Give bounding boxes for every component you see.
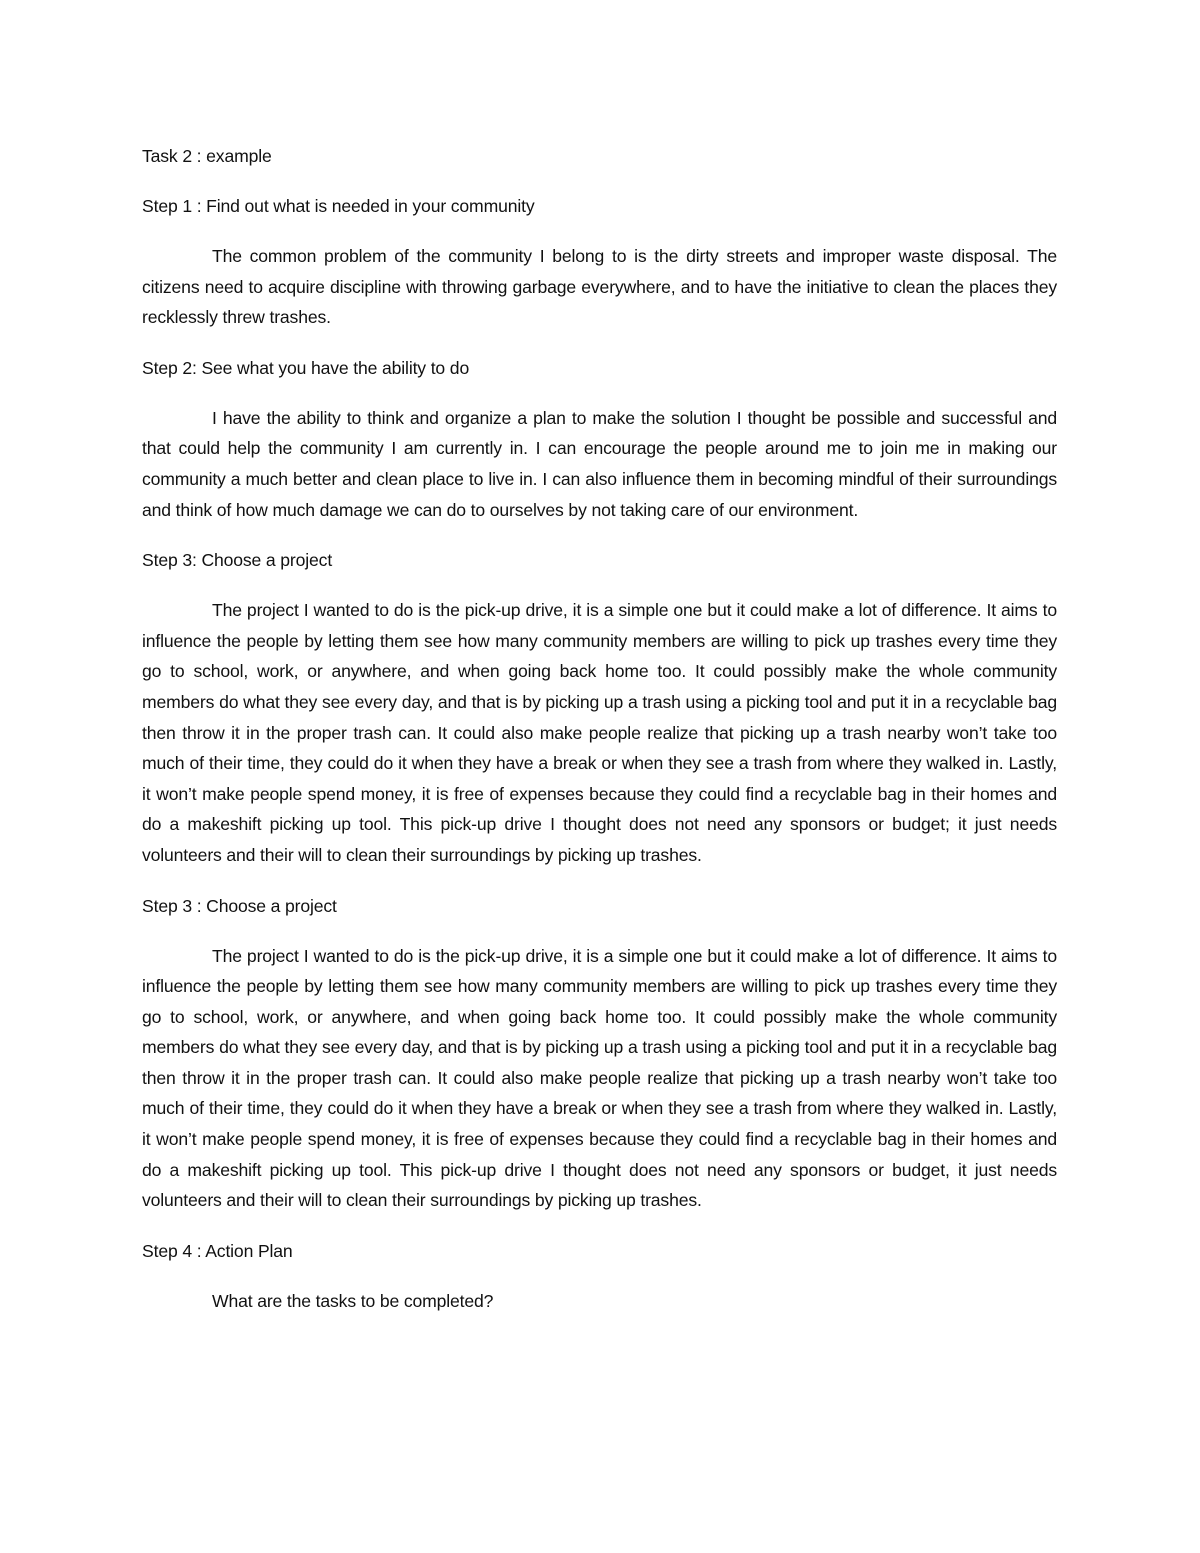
- step4-question: What are the tasks to be completed?: [212, 1290, 494, 1311]
- step2-paragraph: I have the ability to think and organize a plan to make the solution I thought be possible and successful and that could help the community I am currently in. I can encourage the people around me to join me in making our community a much better and clean place to live in. I can also influence them in becoming mindful of their surroundings and think of how much damage we can do to ourselves by not taking care of our environment.: [142, 407, 1057, 520]
- step3b-heading: Step 3 : Choose a project: [142, 895, 337, 916]
- spacer: [142, 221, 1057, 241]
- spacer: [142, 171, 1057, 191]
- step2-heading: Step 2: See what you have the ability to do: [142, 357, 470, 378]
- spacer: [142, 525, 1057, 545]
- spacer: [142, 575, 1057, 595]
- step3a-paragraph: The project I wanted to do is the pick-up drive, it is a simple one but it could make a lot of difference. It aims to influence the people by letting them see how many community members are willing to pick up trashes every time they go to school, work, or anywhere, and when going back home too. It could possibly make the whole community members do what they see every day, and that is by picking up a trash using a picking tool and put it in a recyclable bag then throw it in the proper trash can. It could also make people realize that picking up a trash nearby won’t take too much of their time, they could do it when they have a break or when they see a trash from where they walked in. Lastly, it won’t make people spend money, it is free of expenses because they could find a recyclable bag in their homes and do a makeshift picking up tool. This pick-up drive I thought does not need any sponsors or budget; it just needs volunteers and their will to clean their surroundings by picking up trashes.: [142, 600, 1057, 865]
- step4-heading: Step 4 : Action Plan: [142, 1240, 293, 1261]
- spacer: [142, 333, 1057, 353]
- spacer: [142, 1216, 1057, 1236]
- spacer: [142, 921, 1057, 941]
- task-title: Task 2 : example: [142, 146, 272, 166]
- step3b-paragraph: The project I wanted to do is the pick-up drive, it is a simple one but it could make a lot of difference. It aims to influence the people by letting them see how many community members are willing to pick up trashes every time they go to school, work, or anywhere, and when going back home too. It could possibly make the whole community members do what they see every day, and that is by picking up a trash using a picking tool and put it in a recyclable bag then throw it in the proper trash can. It could also make people realize that picking up a trash nearby won’t take too much of their time, they could do it when they have a break or when they see a trash from where they walked in. Lastly, it won’t make people spend money, it is free of expenses because they could find a recyclable bag in their homes and do a makeshift picking up tool. This pick-up drive I thought does not need any sponsors or budget, it just needs volunteers and their will to clean their surroundings by picking up trashes.: [142, 945, 1057, 1211]
- spacer: [142, 871, 1057, 891]
- step1-paragraph: The common problem of the community I belong to is the dirty streets and improper waste disposal. The citizens need to acquire discipline with throwing garbage everywhere, and to have the initiative to clean the places they recklessly threw trashes.: [142, 246, 1057, 328]
- step1-heading: Step 1 : Find out what is needed in your community: [142, 196, 535, 216]
- document-body: [142, 141, 1057, 1316]
- spacer: [142, 383, 1057, 403]
- step3a-heading: Step 3: Choose a project: [142, 550, 333, 571]
- spacer: [142, 1266, 1057, 1286]
